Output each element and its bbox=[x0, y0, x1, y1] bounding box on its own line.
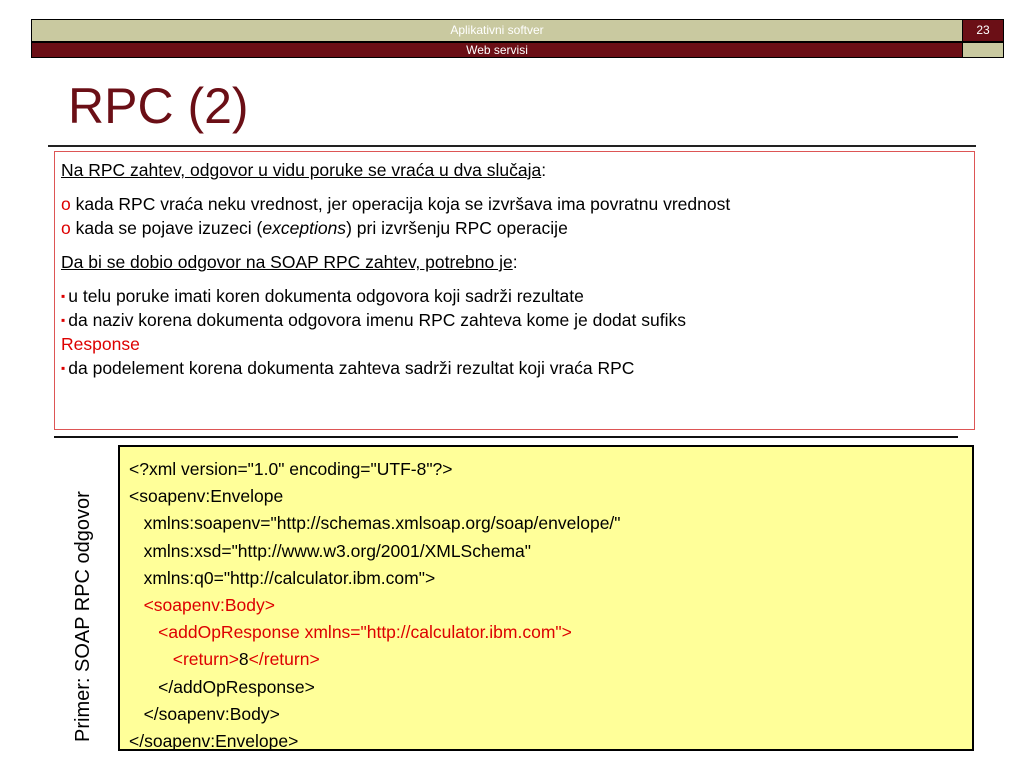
case-item bbox=[61, 192, 974, 216]
bullet-continuation bbox=[61, 332, 974, 356]
square-bullet-icon: ▪ bbox=[61, 289, 66, 303]
slide-number: 23 bbox=[962, 19, 1004, 42]
bullet-text: u telu poruke imati koren dokumenta odgovora koji sadrži rezultate bbox=[68, 286, 584, 306]
code-line: xmlns:q0="http://calculator.ibm.com"> bbox=[129, 567, 436, 588]
case-marker: o bbox=[61, 218, 71, 238]
xml-code-box bbox=[118, 445, 974, 751]
case-item bbox=[61, 216, 974, 240]
requirement-suffix: : bbox=[512, 252, 518, 272]
intro-suffix: : bbox=[541, 160, 547, 180]
code-line: </soapenv:Body> bbox=[129, 703, 280, 724]
requirement-paragraph bbox=[61, 250, 974, 274]
example-side-label: Primer: SOAP RPC odgovor bbox=[72, 491, 94, 742]
case-marker: o bbox=[61, 194, 71, 214]
title-divider bbox=[48, 145, 976, 147]
code-line-return bbox=[129, 646, 972, 673]
code-line-highlighted: <addOpResponse xmlns="http://calculator.ibm.com"> bbox=[129, 622, 572, 643]
code-line: </addOpResponse> bbox=[129, 676, 315, 697]
square-bullet-icon: ▪ bbox=[61, 361, 66, 375]
intro-text: Na RPC zahtev, odgovor u vidu poruke se vraća u dva slučaja bbox=[61, 160, 542, 180]
bullet-item bbox=[61, 308, 974, 332]
requirement-text: Da bi se dobio odgovor na SOAP RPC zahtev, potrebno je bbox=[61, 252, 513, 272]
return-open-tag: <return> bbox=[129, 649, 239, 670]
code-line: xmlns:xsd="http://www.w3.org/2001/XMLSchema" bbox=[129, 540, 531, 561]
header-corner-block bbox=[962, 42, 1004, 58]
square-bullet-icon: ▪ bbox=[61, 313, 66, 327]
case-text-before: kada se pojave izuzeci ( bbox=[75, 218, 263, 238]
case-text: kada RPC vraća neku vrednost, jer operacija koja se izvršava ima povratnu vrednost bbox=[75, 194, 731, 214]
bullet-item bbox=[61, 284, 974, 308]
code-line: <?xml version="1.0" encoding="UTF-8"?> bbox=[129, 459, 453, 479]
intro-paragraph bbox=[61, 158, 974, 182]
bullet-text: da podelement korena dokumenta zahteva sadrži rezultat koji vraća RPC bbox=[68, 358, 635, 378]
bullet-text: da naziv korena dokumenta odgovora imenu RPC zahteva kome je dodat sufiks bbox=[68, 310, 686, 330]
header-subtitle: Web servisi bbox=[31, 42, 963, 58]
code-line-highlighted: <soapenv:Body> bbox=[129, 595, 275, 616]
header-course-bar bbox=[31, 19, 994, 42]
content-divider bbox=[54, 436, 958, 438]
code-line: xmlns:soapenv="http://schemas.xmlsoap.org/soap/envelope/" bbox=[129, 513, 621, 534]
case-text-after: ) pri izvršenju RPC operacije bbox=[346, 218, 568, 238]
content-box bbox=[54, 151, 975, 430]
case-text-italic: exceptions bbox=[262, 218, 347, 238]
bullet-item bbox=[61, 356, 974, 380]
page-title: RPC (2) bbox=[68, 78, 249, 134]
code-line: <soapenv:Envelope bbox=[129, 486, 284, 507]
course-title: Aplikativni softver bbox=[450, 23, 544, 37]
response-suffix-text: Response bbox=[61, 334, 140, 354]
code-line: </soapenv:Envelope> bbox=[129, 731, 299, 752]
return-close-tag: </return> bbox=[248, 649, 320, 670]
return-value: 8 bbox=[238, 649, 249, 670]
